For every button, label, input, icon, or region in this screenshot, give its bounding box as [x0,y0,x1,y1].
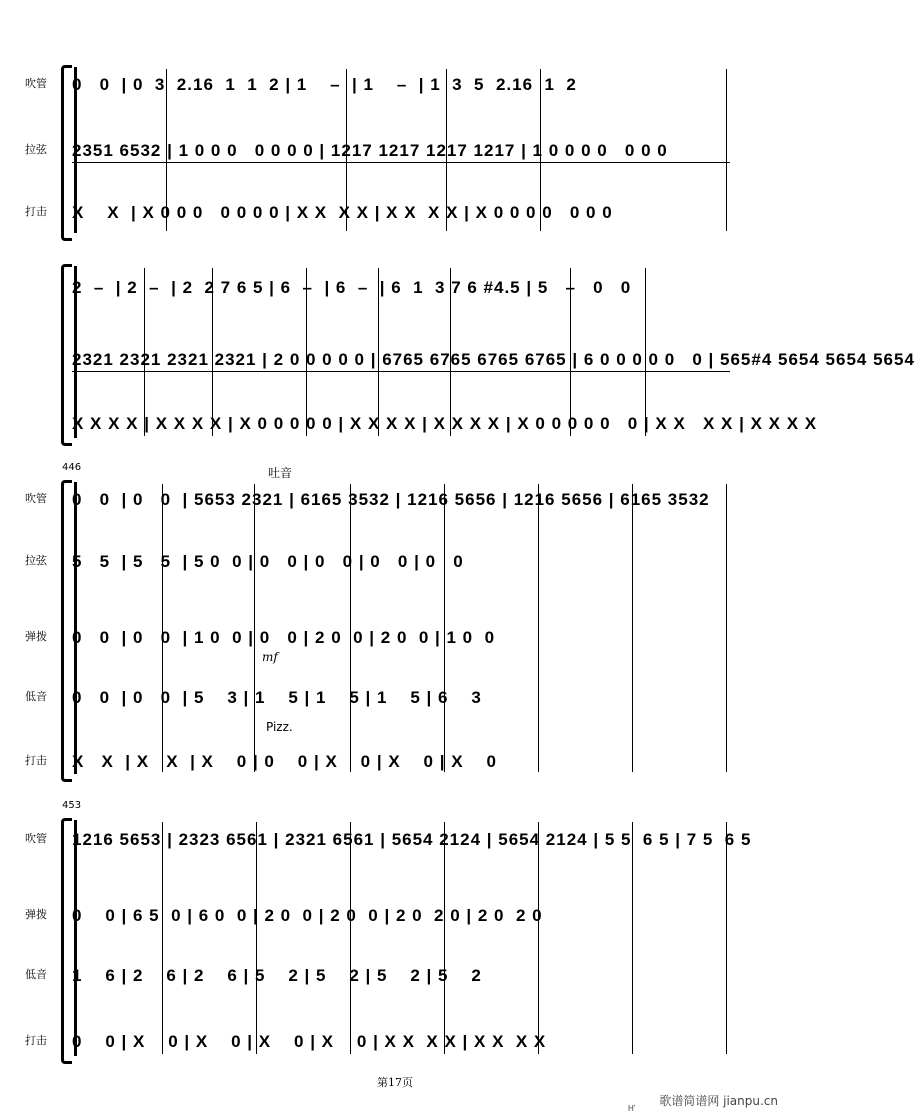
score-system-4 [0,800,790,1070]
instrument-label: 低音 [25,968,47,981]
instrument-label: 吹管 [25,832,47,845]
tuyin-marking: 吐音 [268,466,293,480]
notation-line: 5 5 | 5 5 | 5 0 0 | 0 0 | 0 0 | 0 0 | 0 0 [72,552,464,571]
staff-row-chuiguan [0,278,790,318]
staff-row-laxian [0,552,790,592]
instrument-label: 打击 [25,205,47,218]
notation-line: 0 0 | 0 0 | 5 3 | 1 5 | 1 5 | 1 5 | 6 3 [72,688,482,707]
notation-line: 1 6 | 2 6 | 2 6 | 5 2 | 5 2 | 5 2 | 5 2 [72,966,482,985]
site-watermark: 歌谱简谱网 jianpu.cn [659,1094,778,1108]
staff-row-daji [0,1032,790,1072]
staff-row-chuiguan [0,490,790,530]
notation-line: 1216 5653 | 2323 6561 | 2321 6561 | 5654 2124 | 5654 2124 | 5 5 6 5 | 7 5 6 5 [72,830,752,849]
staff-row-laxian [0,350,915,390]
notation-line: 0 0 | 0 3 2.16 1 1 2 | 1 – | 1 – | 1 3 5 2.16 1 2 [72,75,577,94]
instrument-label: 拉弦 [25,554,47,567]
score-system-1 [0,55,790,240]
instrument-label: 打击 [25,754,47,767]
staff-row-daji [0,203,790,243]
notation-line: X X | X 0 0 0 0 0 0 0 | X X X X | X X X X | X 0 0 0 0 0 0 0 [72,203,613,222]
instrument-label: 吹管 [25,77,47,90]
staff-row-tanbo [0,626,790,666]
notation-line: 2351 6532 | 1 0 0 0 0 0 0 0 | 1217 1217 1217 1217 | 1 0 0 0 0 0 0 0 [72,141,730,163]
instrument-label: 吹管 [25,492,47,505]
instrument-label: 弹拨 [25,908,47,921]
score-system-3 [0,462,790,782]
mf-marking: mf [262,650,278,664]
notation-line: 0 0 | 0 0 | 1 0 0 | 0 0 | 2 0 0 | 2 0 0 | 1 0 0 [72,628,496,647]
instrument-label: 低音 [25,690,47,703]
notation-line: X X X X | X X X X | X 0 0 0 0 0 | X X X X | X X X X | X 0 0 0 0 0 0 | X X X X | X X X X [72,414,818,433]
notation-line: 0 0 | 0 0 | 5653 2321 | 6165 3532 | 1216 5656 | 1216 5656 | 6165 3532 [72,490,710,509]
notation-line: 0 0 | X 0 | X 0 | X 0 | X 0 | X X X X | X X X X [72,1032,547,1051]
instrument-label: 弹拨 [25,630,47,643]
notation-line: 2 – | 2 – | 2 2 7 6 5 | 6 – | 6 – | 6 1 3 7 6 #4.5 | 5 – 0 0 [72,278,632,297]
measure-number: 446 [62,462,82,473]
score-system-2 [0,262,915,447]
page-number: 第17页 [377,1076,413,1089]
staff-row-diyin [0,688,790,734]
notation-line: 0 0 | 6 5 0 | 6 0 0 | 2 0 0 | 2 0 0 | 2 0 2 0 | 2 0 2 0 [72,906,543,925]
instrument-label: 打击 [25,1034,47,1047]
notation-line: X X | X X | X 0 | 0 0 | X 0 | X 0 | X 0 [72,752,497,771]
staff-row-daji [0,414,818,454]
notation-line: 2321 2321 2321 2321 | 2 0 0 0 0 0 | 6765 6765 6765 6765 | 6 0 0 0 0 0 0 | 565#4 5654 5654 5654 [72,350,730,372]
staff-row-chuiguan [0,75,790,115]
staff-row-laxian [0,141,790,181]
instrument-label: 拉弦 [25,143,47,156]
measure-number: 453 [62,800,82,811]
staff-row-tanbo [0,904,790,944]
staff-row-chuiguan [0,830,790,870]
pizz-marking: Pizz. [266,720,293,734]
staff-row-diyin [0,966,790,1006]
staff-row-daji [0,752,790,792]
corner-mark: H' [628,1104,636,1113]
